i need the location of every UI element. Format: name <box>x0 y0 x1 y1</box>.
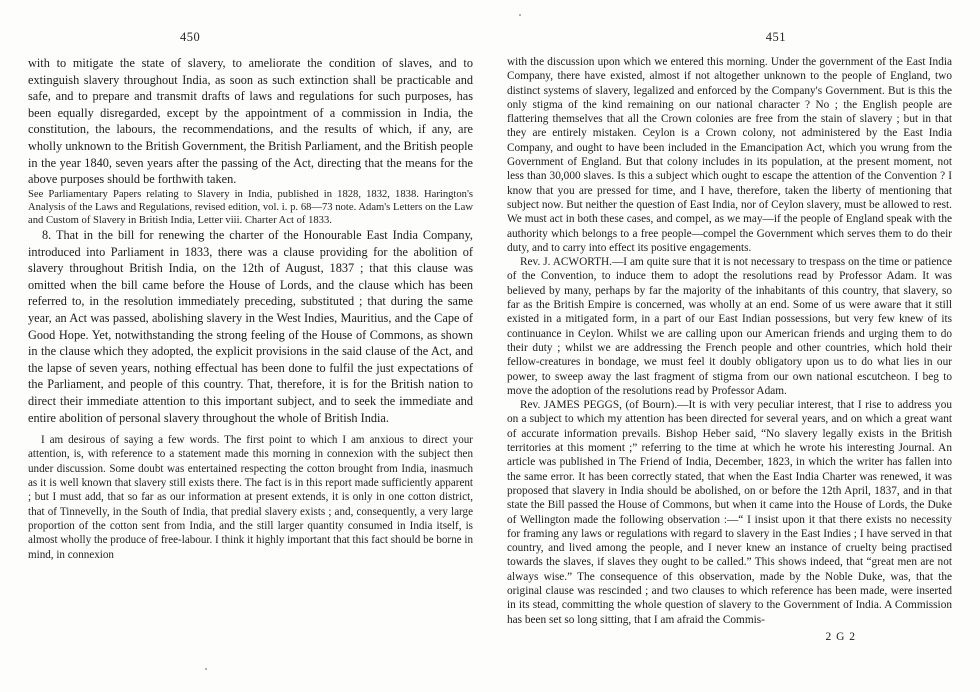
folio-left: 450 <box>180 30 201 44</box>
signature-mark: 2 G 2 <box>825 630 856 643</box>
column-left <box>28 55 473 643</box>
paragraph-few-words-cotton: I am desirous of saying a few words. The first point to which I am anxious to direct your attention, is, with reference to a statement made this morning in connexion with the subject then under discussion. Some doubt was entertained respecting the cotton brought from India, inasmuch as it is well known that slavery still exists there. The fact is in this report made sufficiently apparent ; but I must add, that so far as our information at present extends, it is only in one cotton district, that of Tinnevelly, in the South of India, that predial slavery exists ; and, consequently, a very large proportion of the cotton sent from India, and the still larger quantity consumed in India itself, is almost wholly the produce of free-labour. I think it highly important that this fact should be borne in mind, in connexion <box>28 434 473 561</box>
folio-row <box>28 30 952 55</box>
paragraph-clause-eight: 8. That in the bill for renewing the charter of the Honourable East India Company, introduced into Parliament in 1833, there was a clause providing for the abolition of slavery throughout British India, on the 12th of August, 1837 ; that this clause was omitted when the bill came before the House of Lords, and the clause which has been referred to, in the resolution immediately preceding, substituted ; that during the same year, an Act was passed, abolishing slavery in the West Indies, Mauritius, and the Cape of Good Hope. Yet, notwithstanding the strong feeling of the House of Commons, as shown in the clause which they adopted, the explicit provisions in the said clause of the Act, and the lapse of seven years, nothing effectual has been done to fulfil the just expectations of the Parliament, and people of this country. That, therefore, it is for the British nation to direct their immediate attention to this important subject, and to seek the immediate and entire abolition of personal slavery throughout the whole of British India. <box>28 228 473 425</box>
paragraph-rev-james-peggs: Rev. JAMES PEGGS, (of Bourn).—It is with very peculiar interest, that I rise to address you on a subject to which my attention has been directed for several years, and on which a great want of accurate information prevails. Bishop Heber said, “No slavery legally exists in the British territories at this moment ;” referring to the time at which he wrote his interesting Journal. An article was published in The Friend of India, December, 1823, in which the writer has fallen into the same error. It has been correctly stated, that when the East India Charter was renewed, it was proposed that slavery in India should be abolished, on or before the 12th April, 1837, and in that state the Bill passed the House of Commons, but when it came into the House of Lords, the Duke of Wellington made the following observation :—“ I insist upon it that there exists no necessity for framing any laws or regulations with regard to slavery in the East Indies ; I have served in that country, and lived among the people, and I never knew an instance of cruelty being practised towards the slaves, if slaves they ought to be called.” This shows indeed, that “great men are not always wise.” The consequence of this observation, made by the Noble Duke, was, that the original clause was rescinded ; and two clauses to which reference has been made, were inserted in its stead, committing the whole question of slavery to the Government of India. A Commission has been set so long sitting, that I am afraid the Commis- <box>507 399 952 626</box>
paragraph-spacer <box>28 426 473 433</box>
folio-right: 451 <box>765 30 786 44</box>
two-column-body <box>28 55 952 643</box>
paragraph-rev-acworth: Rev. J. ACWORTH.—I am quite sure that it is not necessary to trespass on the time or patience of the Convention, to induce them to adopt the resolutions read by Professor Adam. It was believed by many, perhaps by far the majority of the inhabitants of this country, that slavery, so far as the British Empire is concerned, was wholly at an end. Some of us were aware that it still existed in a mitigated form, in a part of our East Indian possessions, but very few knew of its continuance in Ceylon. Whilst we are calling upon our American friends and urging them to do their duty ; whilst we are addressing the French people and other countries, which hold their fellow-creatures in bondage, we must feel it doubly obligatory upon us to do what lies in our power, to sweep away the last fragment of stigma from our own national escutcheon. I beg to move the adoption of the resolutions read by Professor Adam. <box>507 256 952 397</box>
column-right <box>507 55 952 643</box>
footnote-parliamentary-papers: See Parliamentary Papers relating to Slavery in India, published in 1828, 1832, 1838. Harington's Analysis of the Laws and Regulations, revised edition, vol. i. p. 68—73 note. Adam's Letters on the Law and Custom of Slavery in British India, Letter viii. Charter Act of 1833. <box>28 188 473 226</box>
page-speck <box>205 668 207 670</box>
page-content <box>28 30 952 660</box>
page-speck <box>519 14 521 16</box>
paragraph-mitigate-slavery: with to mitigate the state of slavery, to ameliorate the condition of slaves, and to extinguish slavery throughout India, as soon as such extinction shall be practicable and safe, and to prepare and transmit drafts of laws and regulations for such purposes, has been equally disregarded, except by the appointment of a commission in India, the constitution, the labours, the recommendations, and the results of which, if any, are wholly unknown to the British Government, the British Parliament, and the British people in the year 1840, seven years after the passing of the Act, directing that the means for the above purposes should be forthwith taken. <box>28 56 473 187</box>
paragraph-east-india-company-stigma: with the discussion upon which we entered this morning. Under the government of the East India Company, there have existed, almost if not altogether unknown to the people of England, two distinct systems of slavery, legalized and enforced by the Company's Government. But is this the only stigma of the kind remaining on our national character ? No ; the English people are flattering themselves that all the Crown colonies are free from the stain of slavery ; but in that they are entirely mistaken. Ceylon is a Crown colony, not administered by the East India Company, and ought to have been included in the Emancipation Act, which you wrung from the Government of England. But that colony includes in its population, at the present moment, not less than 30,000 slaves. Is this a subject which ought to escape the attention of the Convention ? I know that you are pressed for time, and I have, therefore, taken the liberty of mentioning that subject now. But neither the question of East India, nor of Ceylon slavery, must be allowed to rest. We must act in both these cases, and compel, as we may—if the people of England speak with the authority which belongs to a free people—compel the Government which serves them to do their duty, and to carry into effect its positive engagements. <box>507 56 952 254</box>
